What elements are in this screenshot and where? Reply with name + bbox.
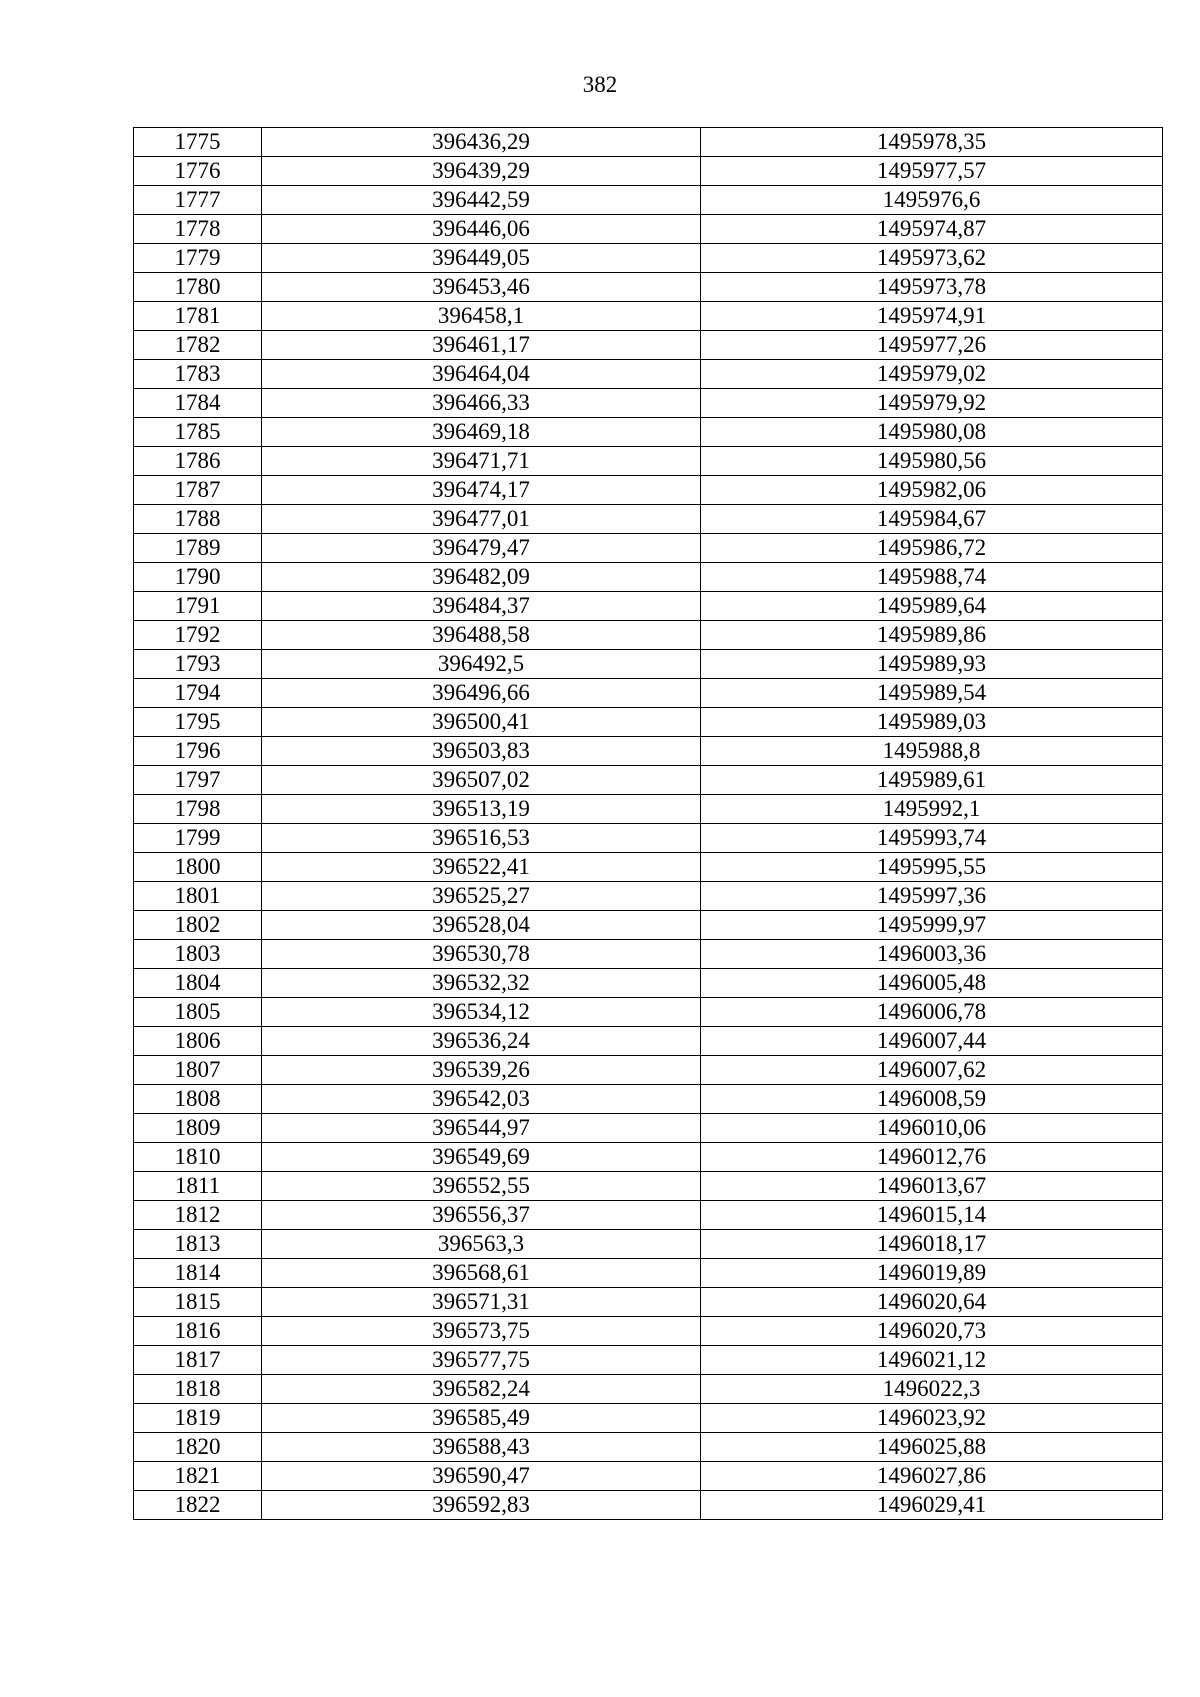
x-coordinate-cell: 396549,69 [262,1143,701,1172]
table-row [134,1114,1163,1143]
table-row [134,650,1163,679]
x-coordinate-cell: 396488,58 [262,621,701,650]
x-coordinate-cell: 396516,53 [262,824,701,853]
point-number-cell: 1800 [134,853,262,882]
y-coordinate-cell: 1495979,02 [701,360,1163,389]
point-number-cell: 1791 [134,592,262,621]
table-row [134,882,1163,911]
x-coordinate-cell: 396528,04 [262,911,701,940]
table-row [134,1288,1163,1317]
point-number-cell: 1781 [134,302,262,331]
table-row [134,1230,1163,1259]
point-number-cell: 1802 [134,911,262,940]
table-row [134,1375,1163,1404]
table-row [134,766,1163,795]
x-coordinate-cell: 396544,97 [262,1114,701,1143]
point-number-cell: 1805 [134,998,262,1027]
point-number-cell: 1779 [134,244,262,273]
point-number-cell: 1785 [134,418,262,447]
x-coordinate-cell: 396568,61 [262,1259,701,1288]
y-coordinate-cell: 1496006,78 [701,998,1163,1027]
point-number-cell: 1812 [134,1201,262,1230]
point-number-cell: 1819 [134,1404,262,1433]
page-number: 382 [582,72,618,97]
table-row [134,1346,1163,1375]
table-row [134,186,1163,215]
x-coordinate-cell: 396592,83 [262,1491,701,1520]
point-number-cell: 1822 [134,1491,262,1520]
y-coordinate-cell: 1495995,55 [701,853,1163,882]
y-coordinate-cell: 1496027,86 [701,1462,1163,1491]
table-row [134,998,1163,1027]
point-number-cell: 1798 [134,795,262,824]
table-row [134,244,1163,273]
x-coordinate-cell: 396439,29 [262,157,701,186]
y-coordinate-cell: 1495989,03 [701,708,1163,737]
y-coordinate-cell: 1495989,93 [701,650,1163,679]
table-row [134,1056,1163,1085]
point-number-cell: 1796 [134,737,262,766]
point-number-cell: 1775 [134,128,262,157]
table-row [134,128,1163,157]
x-coordinate-cell: 396458,1 [262,302,701,331]
y-coordinate-cell: 1496020,73 [701,1317,1163,1346]
x-coordinate-cell: 396571,31 [262,1288,701,1317]
table-row [134,1201,1163,1230]
y-coordinate-cell: 1496021,12 [701,1346,1163,1375]
y-coordinate-cell: 1495992,1 [701,795,1163,824]
y-coordinate-cell: 1495997,36 [701,882,1163,911]
x-coordinate-cell: 396577,75 [262,1346,701,1375]
x-coordinate-cell: 396573,75 [262,1317,701,1346]
table-row [134,911,1163,940]
table-row [134,737,1163,766]
x-coordinate-cell: 396588,43 [262,1433,701,1462]
point-number-cell: 1809 [134,1114,262,1143]
point-number-cell: 1820 [134,1433,262,1462]
x-coordinate-cell: 396542,03 [262,1085,701,1114]
point-number-cell: 1797 [134,766,262,795]
point-number-cell: 1793 [134,650,262,679]
table-row [134,1027,1163,1056]
point-number-cell: 1789 [134,534,262,563]
point-number-cell: 1804 [134,969,262,998]
table-row [134,215,1163,244]
y-coordinate-cell: 1495973,78 [701,273,1163,302]
point-number-cell: 1778 [134,215,262,244]
y-coordinate-cell: 1495980,56 [701,447,1163,476]
y-coordinate-cell: 1495977,57 [701,157,1163,186]
point-number-cell: 1816 [134,1317,262,1346]
point-number-cell: 1801 [134,882,262,911]
point-number-cell: 1807 [134,1056,262,1085]
table-row [134,360,1163,389]
x-coordinate-cell: 396556,37 [262,1201,701,1230]
y-coordinate-cell: 1495974,91 [701,302,1163,331]
x-coordinate-cell: 396477,01 [262,505,701,534]
x-coordinate-cell: 396530,78 [262,940,701,969]
point-number-cell: 1811 [134,1172,262,1201]
y-coordinate-cell: 1495988,8 [701,737,1163,766]
y-coordinate-cell: 1495999,97 [701,911,1163,940]
x-coordinate-cell: 396507,02 [262,766,701,795]
x-coordinate-cell: 396496,66 [262,679,701,708]
x-coordinate-cell: 396590,47 [262,1462,701,1491]
table-row [134,1143,1163,1172]
x-coordinate-cell: 396500,41 [262,708,701,737]
y-coordinate-cell: 1496018,17 [701,1230,1163,1259]
table-row [134,679,1163,708]
table-row [134,1172,1163,1201]
x-coordinate-cell: 396442,59 [262,186,701,215]
table-row [134,824,1163,853]
y-coordinate-cell: 1495976,6 [701,186,1163,215]
x-coordinate-cell: 396582,24 [262,1375,701,1404]
point-number-cell: 1799 [134,824,262,853]
table-row [134,708,1163,737]
point-number-cell: 1815 [134,1288,262,1317]
table-row [134,447,1163,476]
x-coordinate-cell: 396471,71 [262,447,701,476]
table-row [134,563,1163,592]
point-number-cell: 1786 [134,447,262,476]
x-coordinate-cell: 396469,18 [262,418,701,447]
y-coordinate-cell: 1495989,54 [701,679,1163,708]
y-coordinate-cell: 1496007,62 [701,1056,1163,1085]
y-coordinate-cell: 1496023,92 [701,1404,1163,1433]
y-coordinate-cell: 1496025,88 [701,1433,1163,1462]
y-coordinate-cell: 1496020,64 [701,1288,1163,1317]
y-coordinate-cell: 1496005,48 [701,969,1163,998]
table-row [134,1491,1163,1520]
coordinates-table-body [134,128,1163,1520]
table-row [134,1317,1163,1346]
x-coordinate-cell: 396552,55 [262,1172,701,1201]
table-row [134,476,1163,505]
y-coordinate-cell: 1496003,36 [701,940,1163,969]
x-coordinate-cell: 396513,19 [262,795,701,824]
y-coordinate-cell: 1495989,64 [701,592,1163,621]
table-row [134,621,1163,650]
coordinates-table [133,127,1163,1520]
x-coordinate-cell: 396449,05 [262,244,701,273]
y-coordinate-cell: 1496029,41 [701,1491,1163,1520]
point-number-cell: 1810 [134,1143,262,1172]
table-row [134,418,1163,447]
x-coordinate-cell: 396484,37 [262,592,701,621]
point-number-cell: 1792 [134,621,262,650]
x-coordinate-cell: 396534,12 [262,998,701,1027]
table-row [134,505,1163,534]
point-number-cell: 1783 [134,360,262,389]
x-coordinate-cell: 396474,17 [262,476,701,505]
y-coordinate-cell: 1496010,06 [701,1114,1163,1143]
x-coordinate-cell: 396563,3 [262,1230,701,1259]
x-coordinate-cell: 396436,29 [262,128,701,157]
table-row [134,1404,1163,1433]
point-number-cell: 1813 [134,1230,262,1259]
y-coordinate-cell: 1496015,14 [701,1201,1163,1230]
x-coordinate-cell: 396446,06 [262,215,701,244]
point-number-cell: 1818 [134,1375,262,1404]
y-coordinate-cell: 1495993,74 [701,824,1163,853]
x-coordinate-cell: 396482,09 [262,563,701,592]
table-row [134,795,1163,824]
x-coordinate-cell: 396536,24 [262,1027,701,1056]
y-coordinate-cell: 1496007,44 [701,1027,1163,1056]
point-number-cell: 1803 [134,940,262,969]
x-coordinate-cell: 396532,32 [262,969,701,998]
point-number-cell: 1790 [134,563,262,592]
table-row [134,1085,1163,1114]
x-coordinate-cell: 396503,83 [262,737,701,766]
y-coordinate-cell: 1496013,67 [701,1172,1163,1201]
y-coordinate-cell: 1495984,67 [701,505,1163,534]
table-row [134,853,1163,882]
x-coordinate-cell: 396461,17 [262,331,701,360]
table-row [134,940,1163,969]
y-coordinate-cell: 1495989,86 [701,621,1163,650]
point-number-cell: 1784 [134,389,262,418]
point-number-cell: 1788 [134,505,262,534]
y-coordinate-cell: 1495973,62 [701,244,1163,273]
table-row [134,389,1163,418]
table-row [134,1433,1163,1462]
table-row [134,534,1163,563]
table-row [134,592,1163,621]
y-coordinate-cell: 1496008,59 [701,1085,1163,1114]
point-number-cell: 1777 [134,186,262,215]
y-coordinate-cell: 1495989,61 [701,766,1163,795]
table-row [134,273,1163,302]
x-coordinate-cell: 396522,41 [262,853,701,882]
y-coordinate-cell: 1496019,89 [701,1259,1163,1288]
table-row [134,1259,1163,1288]
x-coordinate-cell: 396479,47 [262,534,701,563]
table-row [134,969,1163,998]
x-coordinate-cell: 396464,04 [262,360,701,389]
x-coordinate-cell: 396453,46 [262,273,701,302]
point-number-cell: 1795 [134,708,262,737]
x-coordinate-cell: 396539,26 [262,1056,701,1085]
y-coordinate-cell: 1495979,92 [701,389,1163,418]
y-coordinate-cell: 1495978,35 [701,128,1163,157]
x-coordinate-cell: 396585,49 [262,1404,701,1433]
table-row [134,302,1163,331]
x-coordinate-cell: 396466,33 [262,389,701,418]
y-coordinate-cell: 1496022,3 [701,1375,1163,1404]
table-row [134,331,1163,360]
x-coordinate-cell: 396525,27 [262,882,701,911]
point-number-cell: 1794 [134,679,262,708]
point-number-cell: 1780 [134,273,262,302]
x-coordinate-cell: 396492,5 [262,650,701,679]
point-number-cell: 1806 [134,1027,262,1056]
point-number-cell: 1787 [134,476,262,505]
point-number-cell: 1782 [134,331,262,360]
table-row [134,157,1163,186]
point-number-cell: 1814 [134,1259,262,1288]
y-coordinate-cell: 1495974,87 [701,215,1163,244]
y-coordinate-cell: 1495986,72 [701,534,1163,563]
y-coordinate-cell: 1496012,76 [701,1143,1163,1172]
point-number-cell: 1808 [134,1085,262,1114]
point-number-cell: 1776 [134,157,262,186]
point-number-cell: 1821 [134,1462,262,1491]
point-number-cell: 1817 [134,1346,262,1375]
y-coordinate-cell: 1495988,74 [701,563,1163,592]
table-row [134,1462,1163,1491]
y-coordinate-cell: 1495982,06 [701,476,1163,505]
y-coordinate-cell: 1495980,08 [701,418,1163,447]
y-coordinate-cell: 1495977,26 [701,331,1163,360]
